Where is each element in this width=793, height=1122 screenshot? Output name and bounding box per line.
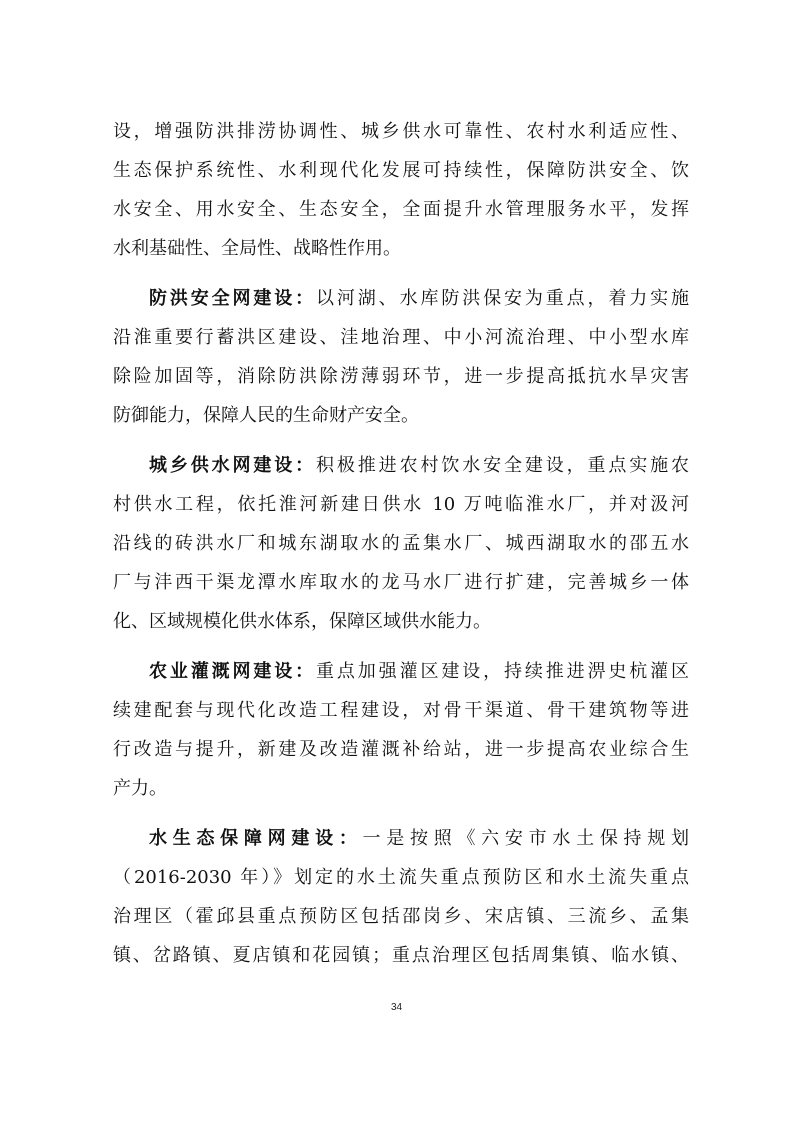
paragraph-intro-continuation (113, 112, 689, 268)
paragraph-flood-safety-network (113, 279, 689, 435)
text-line: 防御能力，保障人民的生命财产安全。 (113, 405, 419, 426)
text-line: 水利基础性、全局性、战略性作用。 (113, 238, 401, 259)
text-line: 续建配套与现代化改造工程建设，对骨干渠道、骨干建筑物等进 (113, 700, 689, 721)
paragraph-heading: 农业灌溉网建设： (149, 661, 317, 682)
text-run: 积极推进农村饮水安全建设，重点实施农 (316, 455, 690, 476)
text-line: 治理区（霍邱县重点预防区包括邵岗乡、宋店镇、三流乡、孟集 (113, 906, 689, 927)
paragraph-water-supply-network (113, 446, 689, 641)
text-line: 村供水工程，依托淮河新建日供水 10 万吨临淮水厂，并对汲河 (113, 494, 689, 515)
text-line: 化、区域规模化供水体系，保障区域供水能力。 (113, 611, 491, 632)
page-number: 34 (390, 1002, 403, 1013)
text-line: 产力。 (113, 778, 167, 799)
text-line (113, 652, 689, 691)
text-line (113, 819, 689, 858)
text-line: 设，增强防洪排涝协调性、城乡供水可靠性、农村水利适应性、 (113, 121, 689, 142)
paragraph-ecology-network (113, 819, 689, 975)
text-line: 镇、岔路镇、夏店镇和花园镇；重点治理区包括周集镇、临水镇、 (113, 945, 689, 966)
text-line: 厂与沣西干渠龙潭水库取水的龙马水厂进行扩建，完善城乡一体 (113, 572, 689, 593)
text-run: 以河湖、水库防洪保安为重点，着力实施 (316, 288, 690, 309)
text-run: 一是按照《六安市水土保持规划 (362, 828, 689, 849)
document-body (113, 112, 689, 986)
text-line: （2016-2030 年）》划定的水土流失重点预防区和水土流失重点 (113, 867, 689, 888)
text-line: 沿线的砖洪水厂和城东湖取水的孟集水厂、城西湖取水的邵五水 (113, 533, 689, 554)
text-line: 除险加固等，消除防洪除涝薄弱环节，进一步提高抵抗水旱灾害 (113, 366, 689, 387)
text-line (113, 446, 689, 485)
text-line: 沿淮重要行蓄洪区建设、洼地治理、中小河流治理、中小型水库 (113, 327, 689, 348)
paragraph-heading: 水生态保障网建设： (149, 828, 363, 849)
text-line: 行改造与提升，新建及改造灌溉补给站，进一步提高农业综合生 (113, 739, 689, 760)
text-line (113, 279, 689, 318)
paragraph-heading: 防洪安全网建设： (149, 288, 317, 309)
paragraph-heading: 城乡供水网建设： (149, 455, 317, 476)
text-run: 重点加强灌区建设，持续推进淠史杭灌区 (316, 661, 690, 682)
text-line: 生态保护系统性、水利现代化发展可持续性，保障防洪安全、饮 (113, 160, 689, 181)
text-line: 水安全、用水安全、生态安全，全面提升水管理服务水平，发挥 (113, 199, 689, 220)
paragraph-irrigation-network (113, 652, 689, 808)
